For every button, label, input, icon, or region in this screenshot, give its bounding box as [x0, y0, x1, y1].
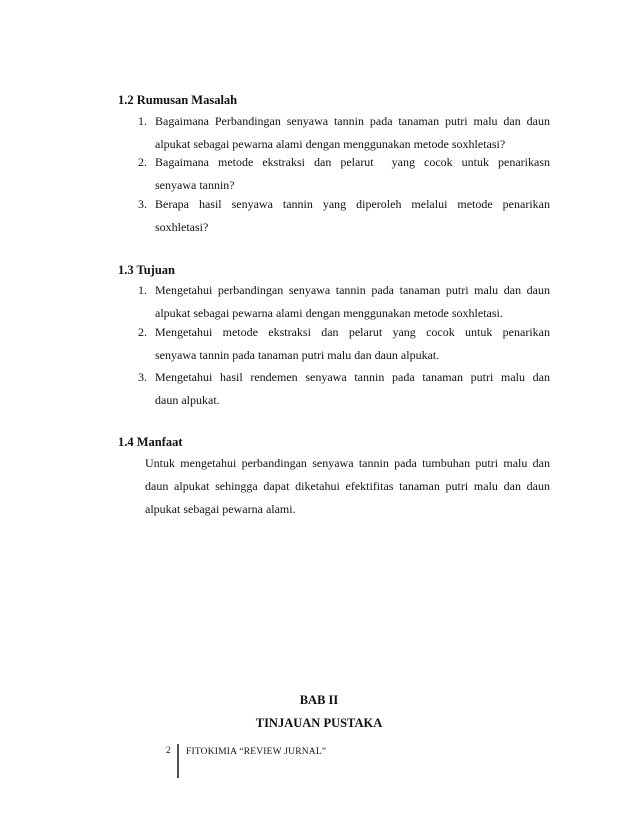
- list-line: senyawa tannin?: [155, 178, 235, 192]
- list-number: 1.: [138, 283, 147, 297]
- list-number: 2.: [138, 155, 147, 169]
- paragraph-line: alpukat sebagai pewarna alami.: [145, 502, 296, 516]
- list-line: Berapa hasil senyawa tannin yang diperoleh melalui metode penarikan: [155, 197, 550, 211]
- list-line: senyawa tannin pada tanaman putri malu dan daun alpukat.: [155, 348, 440, 362]
- list-line: soxhletasi?: [155, 220, 209, 234]
- list-line: Bagaimana metode ekstraksi dan pelarut yang cocok untuk penarikasn: [155, 155, 550, 169]
- footer-text: FITOKIMIA “REVIEW JURNAL”: [186, 747, 327, 757]
- page-number: 2: [166, 746, 171, 756]
- section-title: Rumusan Masalah: [136, 93, 238, 107]
- paragraph-line: daun alpukat sehingga dapat diketahui efektifitas tanaman putri malu dan daun: [145, 479, 550, 493]
- list-line: Mengetahui perbandingan senyawa tannin pada tanaman putri malu dan daun: [155, 283, 550, 297]
- list-number: 2.: [138, 325, 147, 339]
- section-title: Tujuan: [136, 263, 175, 277]
- list-line: daun alpukat.: [155, 393, 220, 407]
- list-number: 3.: [138, 370, 147, 384]
- list-line: Mengetahui hasil rendemen senyawa tannin pada tanaman putri malu dan: [155, 370, 550, 384]
- heading-tujuan: [118, 263, 175, 278]
- list-line: Bagaimana Perbandingan senyawa tannin pada tanaman putri malu dan daun: [155, 114, 550, 128]
- section-number: 1.2: [118, 93, 134, 107]
- section-title: Manfaat: [136, 435, 183, 449]
- section-number: 1.4: [118, 435, 134, 449]
- footer-divider: [177, 744, 179, 778]
- chapter-label: BAB II: [299, 693, 339, 707]
- heading-manfaat: [118, 435, 183, 450]
- list-line: alpukat sebagai pewarna alami dengan menggunakan metode soxhletasi?: [155, 137, 506, 151]
- heading-rumusan-masalah: [118, 93, 237, 108]
- list-number: 3.: [138, 197, 147, 211]
- list-line: Mengetahui metode ekstraksi dan pelarut yang cocok untuk penarikan: [155, 325, 550, 339]
- list-number: 1.: [138, 114, 147, 128]
- chapter-title: TINJAUAN PUSTAKA: [255, 716, 383, 730]
- list-line: alpukat sebagai pewarna alami dengan menggunakan metode soxhletasi.: [155, 306, 503, 320]
- paragraph-line: Untuk mengetahui perbandingan senyawa tannin pada tumbuhan putri malu dan: [145, 456, 550, 470]
- section-number: 1.3: [118, 263, 134, 277]
